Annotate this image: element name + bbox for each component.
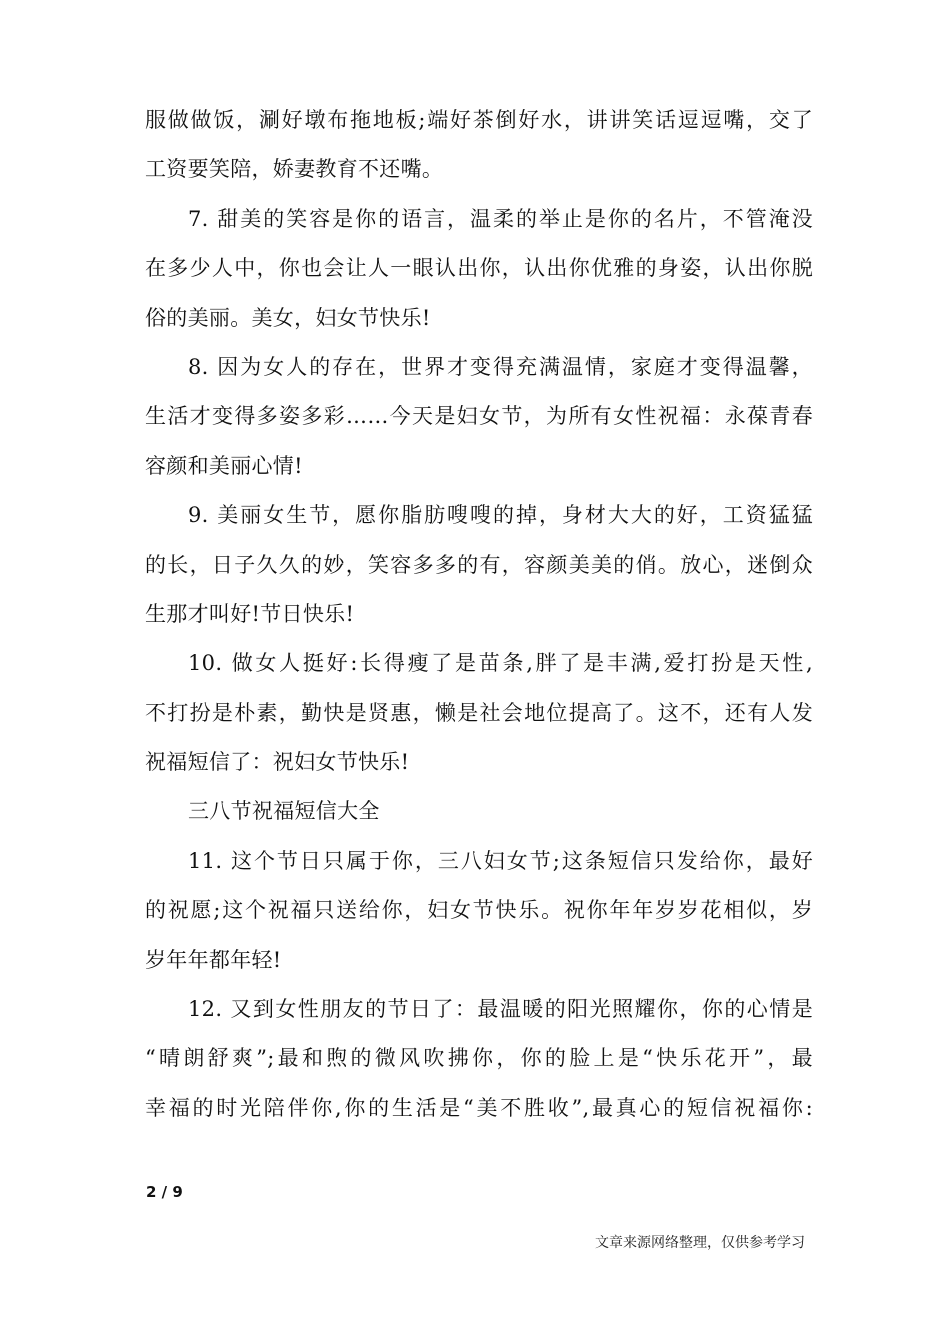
text-line: 生那才叫好!节日快乐! (145, 601, 355, 626)
text-line: 的长，日子久久的妙，笑容多多的有，容颜美美的俏。放心，迷倒众 (145, 552, 813, 577)
text-line: 祝福短信了：祝妇女节快乐! (145, 750, 410, 775)
text-line: 服做做饭，涮好墩布拖地板;端好茶倒好水，讲讲笑话逗逗嘴，交了 (145, 108, 813, 132)
text-line: 工资要笑陪，娇妻教育不还嘴。 (145, 157, 444, 182)
footer-note: 文章来源网络整理，仅供参考学习 (595, 1235, 805, 1251)
paragraph-start-line: 12. 又到女性朋友的节日了：最温暖的阳光照耀你，你的心情是 (188, 997, 813, 1022)
section-heading: 三八节祝福短信大全 (188, 799, 380, 824)
text-line: 幸福的时光陪伴你,你的生活是“美不胜收”,最真心的短信祝福你: (145, 1095, 813, 1120)
document-body (145, 96, 813, 1133)
text-line: “晴朗舒爽”;最和煦的微风吹拂你，你的脸上是“快乐花开”，最 (145, 1046, 813, 1071)
text-line: 不打扮是朴素，勤快是贤惠，懒是社会地位提高了。这不，还有人发 (145, 700, 813, 725)
text-line: 岁年年都年轻! (145, 947, 282, 972)
paragraph-start-line: 8. 因为女人的存在，世界才变得充满温情，家庭才变得温馨， (188, 354, 813, 379)
text-line: 俗的美丽。美女，妇女节快乐! (145, 305, 431, 330)
paragraph-start-line: 11. 这个节日只属于你，三八妇女节;这条短信只发给你，最好 (188, 848, 813, 873)
paragraph-start-line: 9. 美丽女生节，愿你脂肪嗖嗖的掉，身材大大的好，工资猛猛 (188, 503, 813, 528)
text-line: 容颜和美丽心情! (145, 453, 303, 478)
paragraph-start-line: 10. 做女人挺好:长得瘦了是苗条,胖了是丰满,爱打扮是天性, (188, 651, 813, 676)
paragraph-start-line: 7. 甜美的笑容是你的语言，温柔的举止是你的名片，不管淹没 (188, 206, 813, 231)
text-line: 生活才变得多姿多彩……今天是妇女节，为所有女性祝福：永葆青春 (145, 404, 813, 429)
page-number: 2 / 9 (146, 1183, 183, 1201)
text-line: 的祝愿;这个祝福只送给你，妇女节快乐。祝你年年岁岁花相似，岁 (145, 898, 813, 923)
text-line: 在多少人中，你也会让人一眼认出你，认出你优雅的身姿，认出你脱 (145, 256, 813, 281)
